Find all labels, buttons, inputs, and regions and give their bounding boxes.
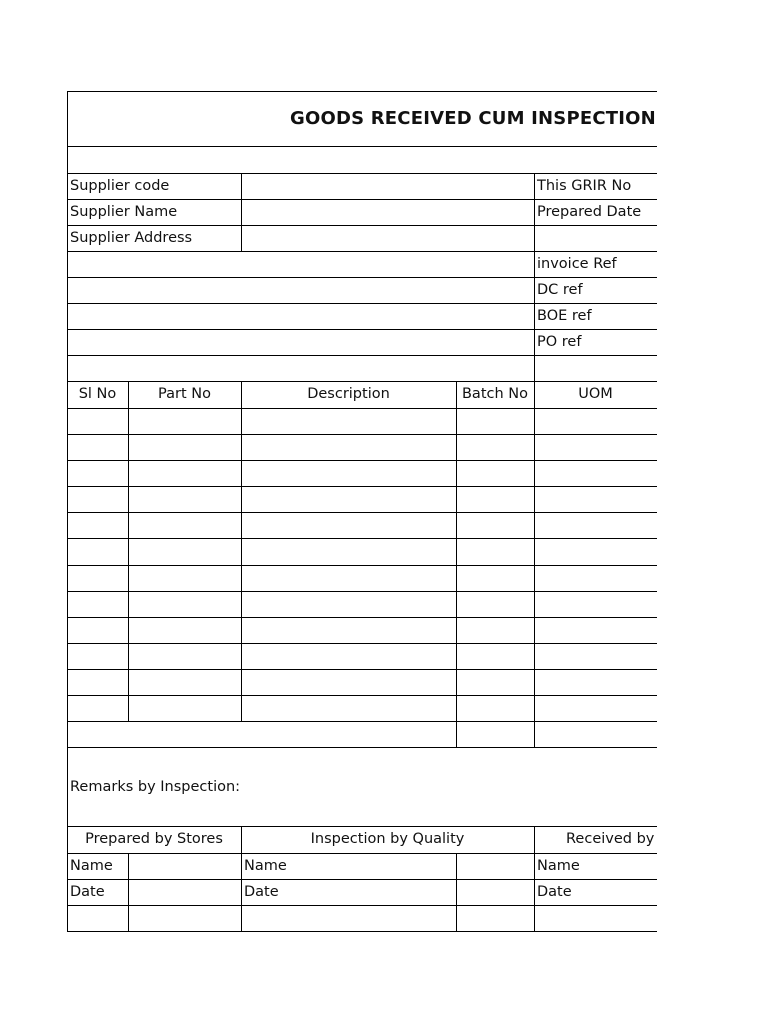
table-row-line — [67, 591, 657, 592]
table-row-line — [67, 486, 657, 487]
stores-date-label: Date — [70, 884, 105, 900]
table-row-line — [67, 565, 657, 566]
dc-ref-label: DC ref — [537, 282, 583, 298]
table-row-line — [67, 617, 657, 618]
invoice-ref-label: invoice Ref — [537, 256, 617, 272]
table-row-line — [67, 408, 657, 409]
stores-name-label: Name — [70, 858, 113, 874]
supplier-code-label: Supplier code — [70, 178, 170, 194]
prepared-date-label: Prepared Date — [537, 204, 642, 220]
table-row-line — [67, 434, 657, 435]
column-line — [456, 381, 457, 748]
grir-form — [67, 91, 657, 932]
column-line — [128, 853, 129, 932]
quality-date-label: Date — [244, 884, 279, 900]
divider — [67, 905, 657, 906]
boe-ref-label: BOE ref — [537, 308, 592, 324]
table-row-line — [67, 695, 657, 696]
quality-name-label: Name — [244, 858, 287, 874]
border-left — [67, 91, 68, 932]
inspection-by-quality-header: Inspection by Quality — [310, 831, 465, 847]
table-bottom-line — [67, 747, 657, 748]
supplier-address-label: Supplier Address — [70, 230, 193, 246]
column-line — [241, 173, 242, 251]
column-line — [241, 381, 242, 722]
column-header-batch-no: Batch No — [461, 386, 528, 402]
border-bottom — [67, 931, 657, 932]
prepared-by-stores-header: Prepared by Stores — [85, 831, 223, 847]
supplier-name-label: Supplier Name — [70, 204, 178, 220]
column-header-uom: UOM — [578, 386, 613, 402]
column-header-sl-no: Sl No — [78, 386, 117, 402]
po-ref-label: PO ref — [537, 334, 582, 350]
table-row-line — [67, 460, 657, 461]
remarks-label: Remarks by Inspection: — [70, 779, 241, 795]
table-row-line — [67, 669, 657, 670]
divider — [67, 146, 657, 147]
received-date-label: Date — [537, 884, 572, 900]
form-title: GOODS RECEIVED CUM INSPECTION — [290, 108, 656, 129]
received-name-label: Name — [537, 858, 580, 874]
column-line — [534, 173, 535, 748]
column-header-description: Description — [307, 386, 390, 402]
column-header-part-no: Part No — [158, 386, 211, 402]
grir-no-label: This GRIR No — [537, 178, 632, 194]
divider — [67, 355, 657, 356]
column-line — [128, 381, 129, 722]
column-line — [534, 826, 535, 932]
table-row-line — [67, 512, 657, 513]
table-row-line — [67, 721, 657, 722]
border-top — [67, 91, 657, 92]
table-row-line — [67, 643, 657, 644]
table-row-line — [67, 538, 657, 539]
column-line — [456, 853, 457, 932]
received-by-header: Received by — [566, 831, 655, 847]
